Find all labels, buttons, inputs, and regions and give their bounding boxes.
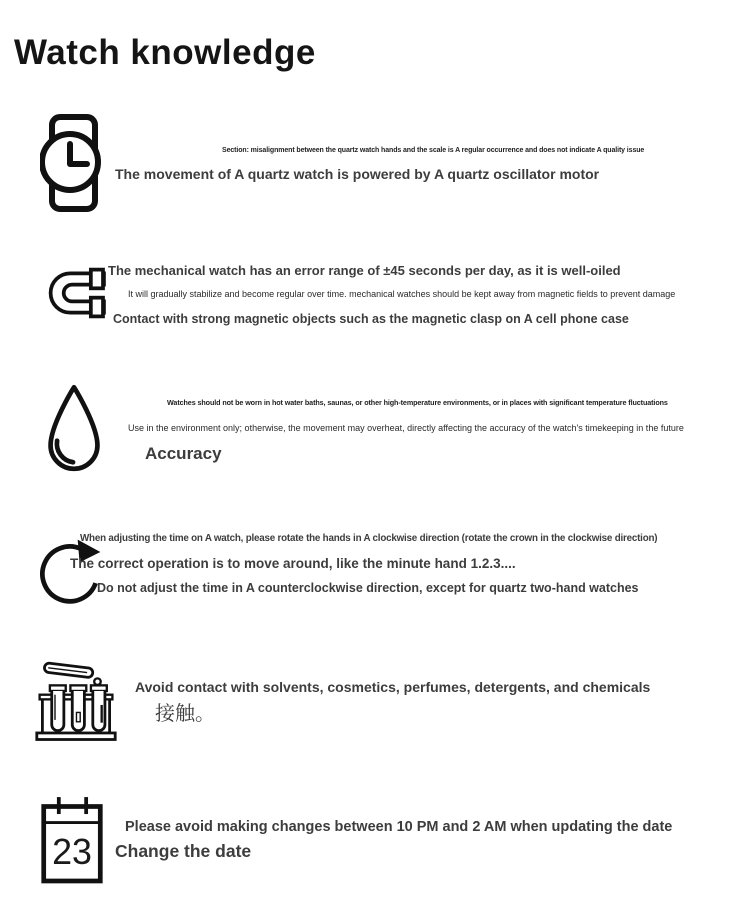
adjusting-line1: When adjusting the time on A watch, please rotate the hands in A clockwise direction (rotate the crown in the clockwise direction) <box>80 533 658 544</box>
calendar-icon <box>39 793 105 886</box>
water-drop-icon <box>44 380 104 477</box>
date-subheading: Change the date <box>115 841 252 861</box>
wrist-watch-icon <box>40 114 104 212</box>
magnet-icon <box>42 264 106 322</box>
adjusting-line3: Do not adjust the time in A counterclockwise direction, except for quartz two-hand watches <box>97 581 639 595</box>
quartz-heading: The movement of A quartz watch is powered by A quartz oscillator motor <box>115 166 600 182</box>
temperature-note-bottom: Use in the environment only; otherwise, the movement may overheat, directly affecting the accuracy of the watch's timekeeping in the future <box>128 423 684 433</box>
magnetism-heading-top: The mechanical watch has an error range of ±45 seconds per day, as it is well-oiled <box>108 263 621 278</box>
magnetism-heading-bottom: Contact with strong magnetic objects such as the magnetic clasp on A cell phone case <box>113 312 629 326</box>
page-title: Watch knowledge <box>14 33 316 72</box>
calendar-day-number: 23 <box>52 832 92 873</box>
test-tubes-icon <box>34 649 118 746</box>
date-heading: Please avoid making changes between 10 PM and 2 AM when updating the date <box>125 819 673 835</box>
adjusting-line2: The correct operation is to move around, like the minute hand 1.2.3.... <box>70 556 516 571</box>
chemicals-cjk-text: 接触。 <box>155 703 215 725</box>
temperature-note-top: Watches should not be worn in hot water baths, saunas, or other high-temperature environments, or in places with significant temperature fluctuations <box>167 398 668 407</box>
temperature-heading: Accuracy <box>145 444 222 463</box>
chemicals-heading: Avoid contact with solvents, cosmetics, perfumes, detergents, and chemicals <box>135 679 651 695</box>
quartz-note: Section: misalignment between the quartz watch hands and the scale is A regular occurrence and does not indicate A quality issue <box>222 147 645 154</box>
magnetism-note: It will gradually stabilize and become regular over time. mechanical watches should be kept away from magnetic fields to prevent damage <box>128 289 676 299</box>
